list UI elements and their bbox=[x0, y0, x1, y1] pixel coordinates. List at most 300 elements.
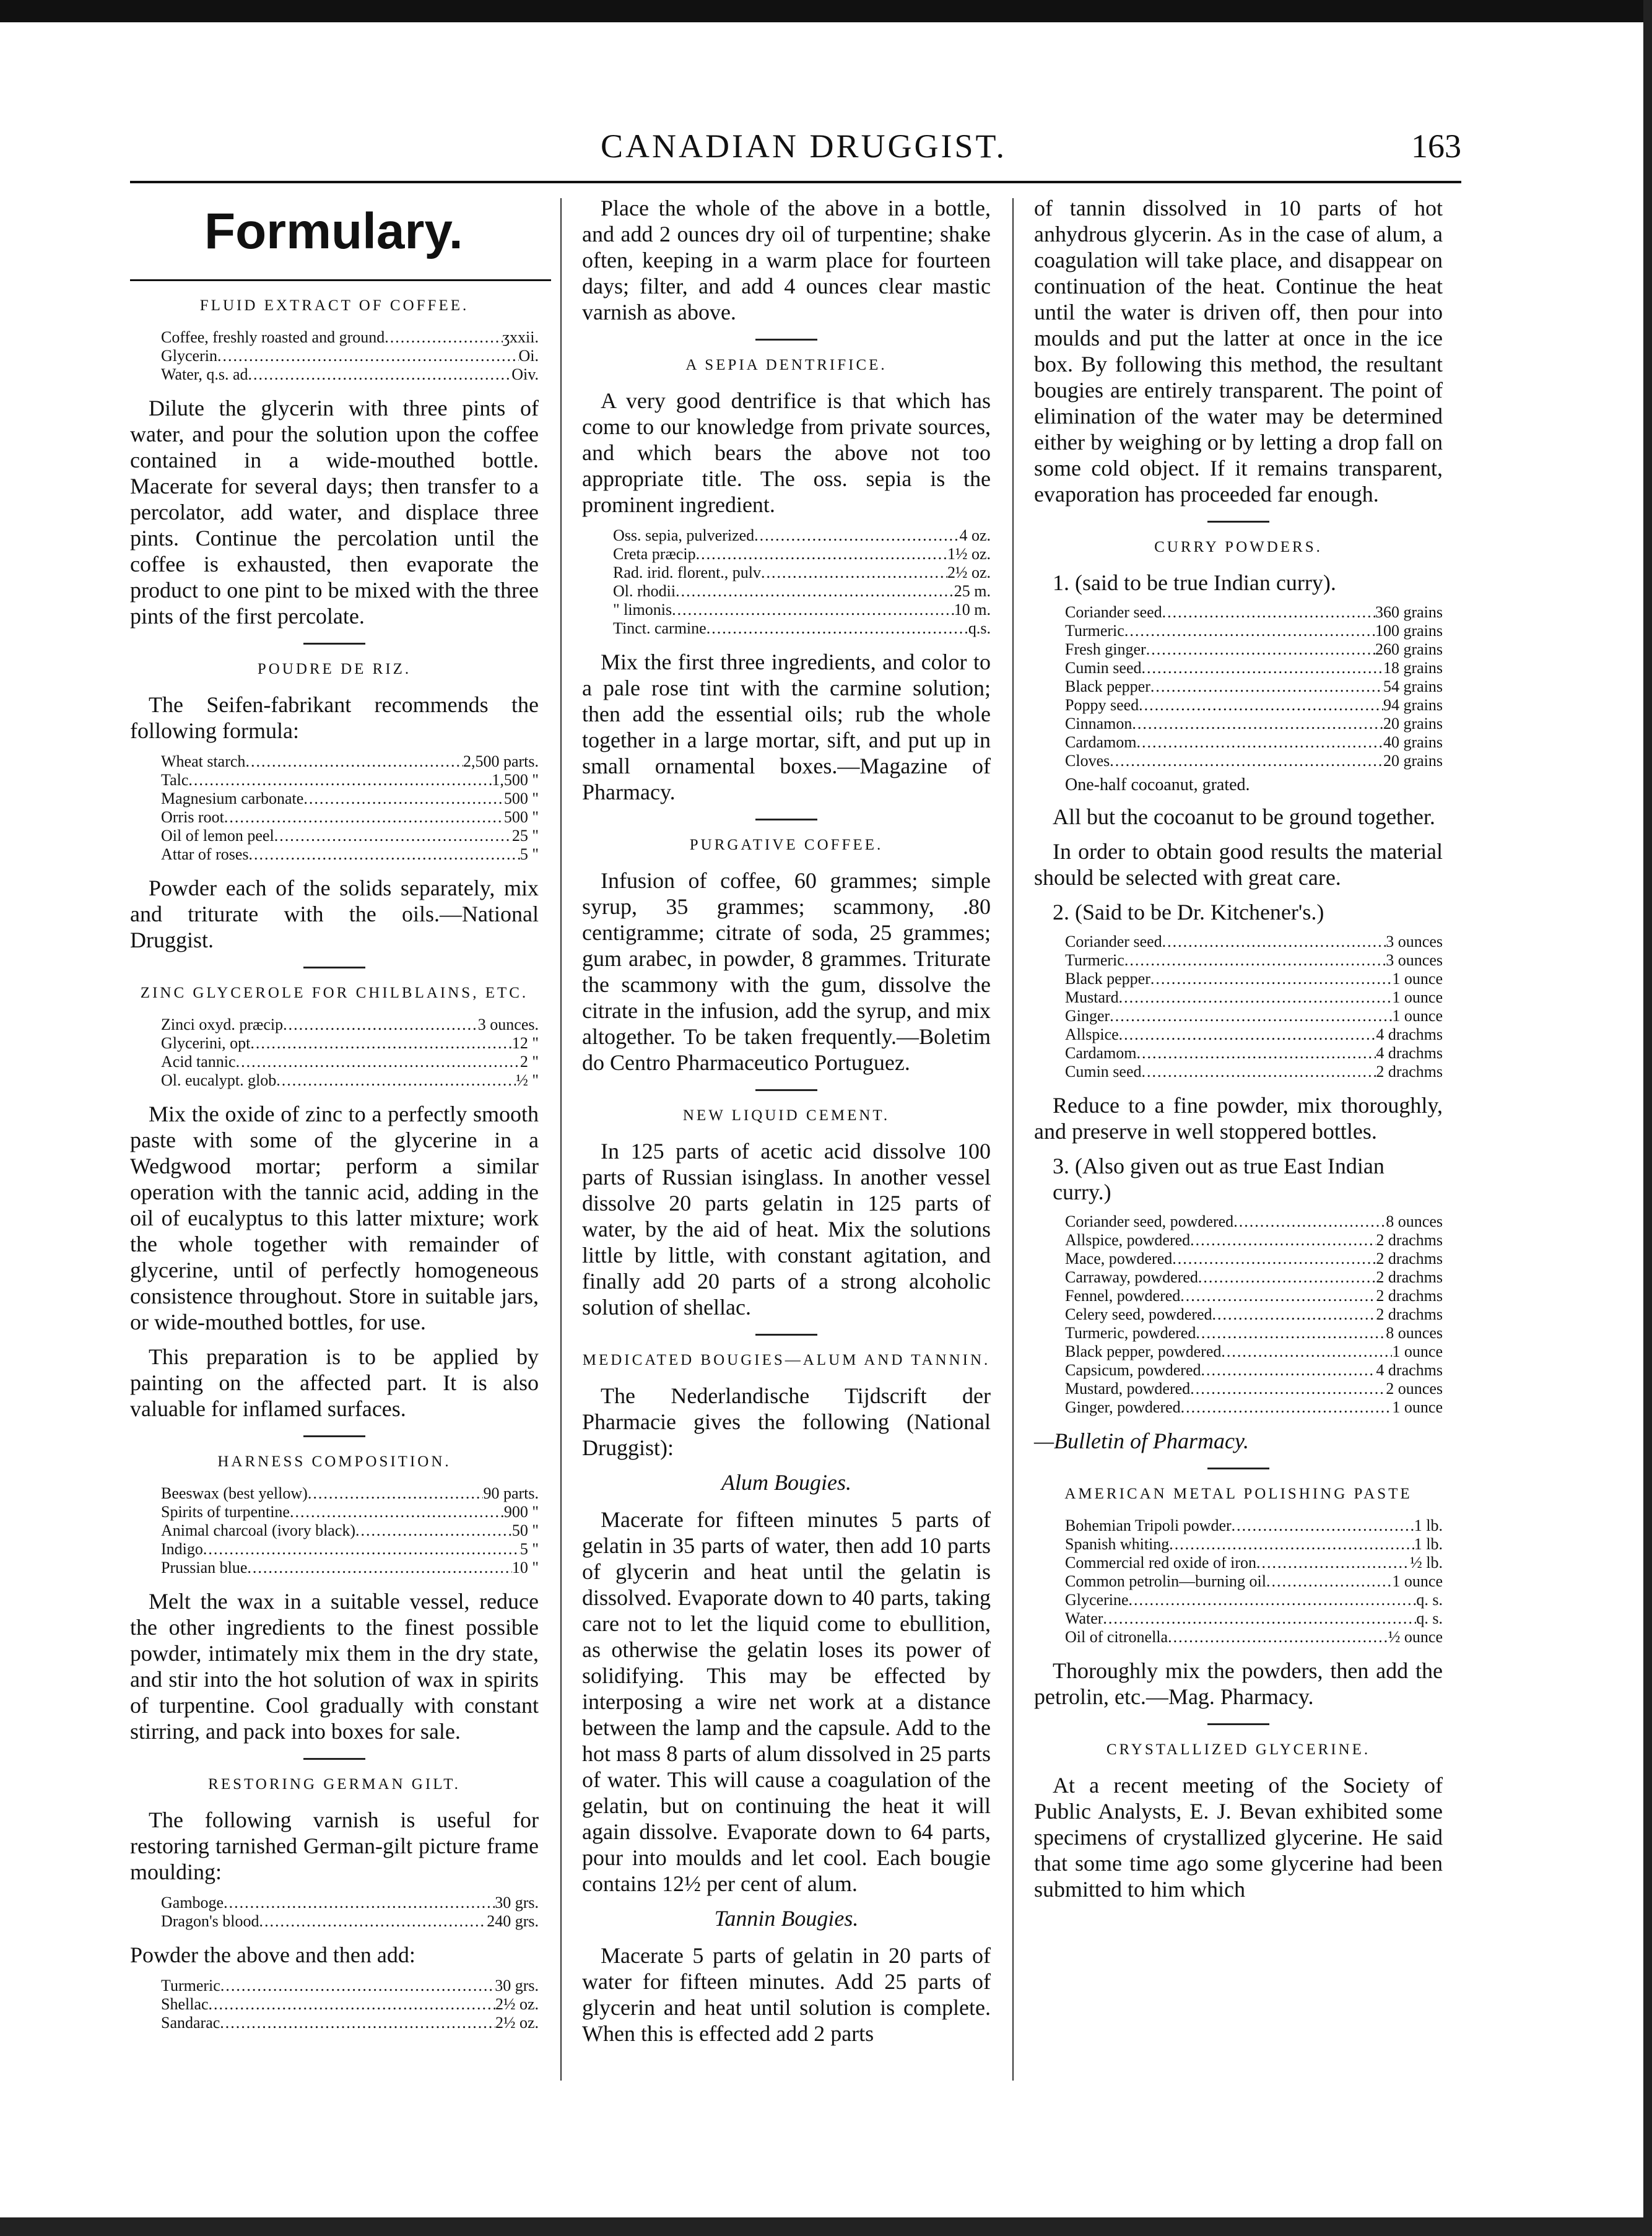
paragraph: Powder the above and then add: bbox=[130, 1942, 415, 1967]
ingredient-quantity: 3 ounces. bbox=[477, 1016, 539, 1033]
page-number: 163 bbox=[1411, 128, 1461, 165]
ingredient-name: Shellac bbox=[161, 1995, 209, 2013]
leader-dots bbox=[276, 1071, 516, 1090]
ingredient-list bbox=[161, 328, 539, 384]
leader-dots bbox=[1233, 1212, 1386, 1231]
leader-dots bbox=[1132, 715, 1383, 733]
ingredient-row bbox=[613, 563, 991, 582]
leader-dots bbox=[188, 771, 492, 790]
ingredient-row bbox=[1065, 933, 1443, 951]
ingredient-name: Cumin seed bbox=[1065, 1063, 1142, 1081]
ingredient-row bbox=[1065, 622, 1443, 640]
leader-dots bbox=[1150, 970, 1393, 988]
leader-dots bbox=[283, 1016, 478, 1034]
leader-dots bbox=[1162, 933, 1386, 951]
numbered-item: 2. (Said to be Dr. Kitchener's.) bbox=[1053, 900, 1324, 924]
ingredient-name: Cardamom bbox=[1065, 1044, 1137, 1062]
ingredient-list bbox=[161, 1484, 539, 1577]
ingredient-row bbox=[161, 1034, 539, 1053]
ingredient-quantity: 18 grains bbox=[1383, 659, 1443, 677]
ingredient-quantity: Oi. bbox=[518, 347, 539, 365]
paragraph: Powder each of the solids separately, mix and triturate with the oils.—National Druggist. bbox=[130, 876, 539, 952]
ingredient-quantity: 10 m. bbox=[954, 601, 991, 619]
ingredient-quantity: 2,500 parts. bbox=[463, 752, 539, 770]
ingredient-name: Animal charcoal (ivory black) bbox=[161, 1521, 356, 1539]
ingredient-row bbox=[161, 347, 539, 365]
ingredient-row bbox=[1065, 1535, 1443, 1554]
leader-dots bbox=[1103, 1609, 1416, 1628]
ingredient-list bbox=[1065, 1516, 1443, 1647]
leader-dots bbox=[1119, 1025, 1376, 1044]
ingredient-name: Glycerini, opt bbox=[161, 1034, 251, 1052]
leader-dots bbox=[1137, 1044, 1376, 1063]
leader-dots bbox=[1180, 1287, 1376, 1305]
ingredient-row bbox=[1065, 715, 1443, 733]
ingredient-name: Glycerine bbox=[1065, 1591, 1129, 1609]
paragraph: Reduce to a fine powder, mix thoroughly, and preserve in well stoppered bottles. bbox=[1034, 1093, 1443, 1144]
ingredient-row bbox=[161, 1503, 539, 1521]
ingredient-name: Water, q.s. ad bbox=[161, 365, 248, 383]
leader-dots bbox=[220, 1977, 495, 1995]
ingredient-name: Attar of roses bbox=[161, 845, 249, 863]
leader-dots bbox=[217, 347, 519, 365]
leader-dots bbox=[247, 1559, 511, 1577]
ingredient-name: Sandarac bbox=[161, 2014, 220, 2032]
leader-dots bbox=[1162, 603, 1375, 622]
leader-dots bbox=[1181, 1398, 1393, 1417]
ingredient-row bbox=[161, 1053, 539, 1071]
leader-dots bbox=[250, 1034, 511, 1053]
leader-dots bbox=[1110, 752, 1383, 770]
leader-dots bbox=[706, 619, 968, 638]
ingredient-row bbox=[1065, 733, 1443, 752]
leader-dots bbox=[696, 545, 947, 563]
ingredient-quantity: 360 grains bbox=[1375, 603, 1443, 621]
ingredient-quantity: 2 drachms bbox=[1376, 1268, 1443, 1286]
column-1 bbox=[130, 195, 539, 2043]
ingredient-row bbox=[1065, 1516, 1443, 1535]
ingredient-row bbox=[1065, 951, 1443, 970]
leader-dots bbox=[1232, 1516, 1414, 1535]
ingredient-name: Zinci oxyd. præcip bbox=[161, 1016, 284, 1033]
ingredient-name: Glycerin bbox=[161, 347, 217, 365]
ingredient-row bbox=[1065, 1268, 1443, 1287]
leader-dots bbox=[1124, 951, 1386, 970]
ingredient-name: Wheat starch bbox=[161, 752, 246, 770]
ingredient-quantity: 8 ounces bbox=[1386, 1324, 1443, 1342]
divider bbox=[755, 1089, 817, 1091]
ingredient-name: Cinnamon bbox=[1065, 715, 1132, 733]
paragraph: In order to obtain good results the material should be selected with great care. bbox=[1034, 839, 1443, 890]
ingredient-name: Cumin seed bbox=[1065, 659, 1142, 677]
leader-dots bbox=[249, 845, 520, 864]
ingredient-name: Water bbox=[1065, 1609, 1103, 1627]
paragraph: of tannin dissolved in 10 parts of hot anhydrous glycerin. As in the case of alum, a coagulation will take place, and disappear on continuation of the heat. Continue the heat until the water is driven off, then pour into moulds and put the latter at once in the ice box. By following this method, the resultant bougies are entirely transparent. The point of elimination of the water may be determined either by weighing or by letting a drop fall on some cold object. If it remains transparent, evaporation has proceeded far enough. bbox=[1034, 196, 1443, 507]
ingredient-row bbox=[1065, 603, 1443, 622]
ingredient-row bbox=[1065, 1324, 1443, 1342]
divider bbox=[303, 967, 365, 968]
paragraph: All but the cocoanut to be ground together. bbox=[1053, 804, 1435, 829]
ingredient-name: Creta præcip bbox=[613, 545, 696, 563]
ingredient-row bbox=[161, 1559, 539, 1577]
ingredient-row bbox=[161, 808, 539, 827]
ingredient-row bbox=[1065, 1287, 1443, 1305]
ingredient-name: Carraway, powdered bbox=[1065, 1268, 1198, 1286]
ingredient-row bbox=[161, 752, 539, 771]
recipe-heading: CURRY POWDERS. bbox=[1154, 539, 1323, 555]
ingredient-row bbox=[161, 1521, 539, 1540]
ingredient-name: Turmeric, powdered bbox=[1065, 1324, 1196, 1342]
bottom-edge bbox=[0, 2217, 1652, 2236]
leader-dots bbox=[676, 582, 954, 601]
paragraph: At a recent meeting of the Society of Public Analysts, E. J. Bevan exhibited some specimens of crystallized glycerine. He said that some time ago some glycerine had been submitted to him which bbox=[1034, 1773, 1443, 1902]
divider bbox=[755, 339, 817, 341]
ingredient-name: Turmeric bbox=[161, 1977, 220, 1995]
ingredient-name: Ol. eucalypt. glob bbox=[161, 1071, 277, 1089]
ingredient-name: Ginger bbox=[1065, 1007, 1110, 1025]
ingredient-row bbox=[161, 845, 539, 864]
ingredient-quantity: 240 grs. bbox=[487, 1912, 539, 1930]
recipe-heading: PURGATIVE COFFEE. bbox=[689, 837, 884, 853]
ingredient-row bbox=[161, 790, 539, 808]
ingredient-quantity: ½ lb. bbox=[1410, 1554, 1443, 1572]
leader-dots bbox=[1139, 696, 1383, 715]
right-edge bbox=[1643, 0, 1652, 2236]
leader-dots bbox=[308, 1484, 484, 1503]
leader-dots bbox=[1256, 1554, 1410, 1572]
ingredient-name: Fresh ginger bbox=[1065, 640, 1146, 658]
leader-dots bbox=[203, 1540, 520, 1559]
leader-dots bbox=[1196, 1324, 1386, 1342]
ingredient-row bbox=[161, 1071, 539, 1090]
ingredient-row bbox=[161, 1995, 539, 2014]
ingredient-quantity: Oiv. bbox=[511, 365, 539, 383]
leader-dots bbox=[1142, 659, 1383, 677]
ingredient-quantity: 4 oz. bbox=[959, 526, 991, 544]
ingredient-row bbox=[1065, 970, 1443, 988]
recipe-heading: HARNESS COMPOSITION. bbox=[217, 1453, 451, 1470]
ingredient-list bbox=[1065, 603, 1443, 770]
paragraph: This preparation is to be applied by painting on the affected part. It is also valuable for inflamed surfaces. bbox=[130, 1344, 539, 1421]
leader-dots bbox=[761, 563, 947, 582]
ingredient-quantity: 900 " bbox=[503, 1503, 539, 1521]
ingredient-quantity: 4 drachms bbox=[1376, 1361, 1443, 1379]
ingredient-row bbox=[1065, 659, 1443, 677]
divider bbox=[303, 643, 365, 645]
ingredient-quantity: ʒxxii. bbox=[502, 328, 539, 346]
ingredient-row bbox=[1065, 1025, 1443, 1044]
ingredient-name: Oil of citronella bbox=[1065, 1628, 1168, 1646]
ingredient-quantity: 5 " bbox=[520, 845, 539, 863]
recipe-heading: AMERICAN METAL POLISHING PASTE bbox=[1064, 1486, 1412, 1502]
note: One-half cocoanut, grated. bbox=[1065, 775, 1250, 794]
ingredient-list bbox=[161, 1016, 539, 1090]
title-rule bbox=[130, 279, 551, 281]
column-divider bbox=[560, 198, 562, 2081]
ingredient-row bbox=[1065, 1305, 1443, 1324]
leader-dots bbox=[245, 752, 463, 771]
leader-dots bbox=[303, 790, 504, 808]
ingredient-name: Coriander seed bbox=[1065, 603, 1162, 621]
paragraph: In 125 parts of acetic acid dissolve 100 parts of Russian isinglass. In another vessel dissolve 20 parts gelatin in 125 parts of water, by the aid of heat. Mix the solutions little by little, with constant agitation, and finally add 20 parts of a strong alcoholic solution of shellac. bbox=[582, 1139, 991, 1320]
recipe-heading: A SEPIA DENTRIFICE. bbox=[685, 357, 887, 373]
ingredient-quantity: 1 ounce bbox=[1392, 1342, 1443, 1360]
ingredient-name: Black pepper, powdered bbox=[1065, 1342, 1222, 1360]
ingredient-row bbox=[161, 1912, 539, 1931]
ingredient-name: Common petrolin—burning oil bbox=[1065, 1572, 1266, 1590]
ingredient-quantity: 2½ oz. bbox=[495, 1995, 539, 2013]
ingredient-name: Orris root bbox=[161, 808, 224, 826]
ingredient-quantity: 1 ounce bbox=[1392, 1398, 1443, 1416]
ingredient-quantity: 90 parts. bbox=[483, 1484, 539, 1502]
paragraph: Infusion of coffee, 60 grammes; simple syrup, 35 grammes; scammony, .80 centigramme; citrate of soda, 25 grammes; gum arabec, in powder, 8 grammes. Triturate the scammony with the gum, dissolve the citrate in the infusion, add the syrup, and mix altogether. To be taken frequently.—Boletim do Centro Pharmaceutico Portuguez. bbox=[582, 868, 991, 1075]
subheading: Alum Bougies. bbox=[721, 1470, 851, 1495]
paragraph: Mix the oxide of zinc to a perfectly smooth paste with some of the glycerine in a Wedgwood mortar; perform a similar operation with the tannic acid, adding in the oil of eucalyptus to this latter mixture; work the whole together with remainder of glycerine, until of perfectly homogeneous consistence throughout. Store in suitable jars, or wide-mouthed bottles, for use. bbox=[130, 1102, 539, 1334]
ingredient-name: Beeswax (best yellow) bbox=[161, 1484, 308, 1502]
ingredient-quantity: 4 drachms bbox=[1376, 1025, 1443, 1043]
leader-dots bbox=[274, 827, 512, 845]
leader-dots bbox=[236, 1053, 520, 1071]
leader-dots bbox=[248, 365, 512, 384]
ingredient-quantity: ½ " bbox=[516, 1071, 539, 1089]
ingredient-row bbox=[1065, 696, 1443, 715]
ingredient-name: Prussian blue bbox=[161, 1559, 248, 1577]
ingredient-name: Allspice, powdered bbox=[1065, 1231, 1191, 1249]
leader-dots bbox=[1172, 1250, 1376, 1268]
ingredient-row bbox=[1065, 1398, 1443, 1417]
ingredient-name: Spanish whiting bbox=[1065, 1535, 1170, 1553]
ingredient-row bbox=[161, 2014, 539, 2032]
leader-dots bbox=[1190, 1231, 1376, 1250]
ingredient-quantity: 500 " bbox=[503, 808, 539, 826]
ingredient-row bbox=[1065, 677, 1443, 696]
paragraph: The Seifen-fabrikant recommends the following formula: bbox=[130, 692, 539, 743]
ingredient-row bbox=[1065, 988, 1443, 1007]
ingredient-row bbox=[1065, 640, 1443, 659]
ingredient-name: Coriander seed, powdered bbox=[1065, 1212, 1234, 1230]
ingredient-quantity: 25 " bbox=[511, 827, 539, 845]
paragraph: The following varnish is useful for restoring tarnished German-gilt picture frame moulding: bbox=[130, 1808, 539, 1884]
ingredient-name: Allspice bbox=[1065, 1025, 1119, 1043]
ingredient-name: Bohemian Tripoli powder bbox=[1065, 1516, 1232, 1534]
top-edge bbox=[0, 0, 1652, 22]
ingredient-row bbox=[1065, 1342, 1443, 1361]
divider bbox=[1207, 1723, 1269, 1725]
recipe-heading: ZINC GLYCEROLE FOR CHILBLAINS, ETC. bbox=[140, 985, 529, 1001]
ingredient-row bbox=[613, 619, 991, 638]
ingredient-row bbox=[161, 1894, 539, 1912]
leader-dots bbox=[355, 1521, 512, 1540]
ingredient-row bbox=[1065, 1044, 1443, 1063]
leader-dots bbox=[1137, 733, 1383, 752]
ingredient-quantity: 1 ounce bbox=[1392, 1572, 1443, 1590]
recipe-heading: NEW LIQUID CEMENT. bbox=[682, 1107, 890, 1124]
column-2 bbox=[582, 195, 991, 2055]
ingredient-quantity: 3 ounces bbox=[1386, 933, 1443, 951]
ingredient-list bbox=[161, 752, 539, 864]
ingredient-quantity: 8 ounces bbox=[1386, 1212, 1443, 1230]
ingredient-quantity: 50 " bbox=[511, 1521, 539, 1539]
ingredient-list bbox=[1065, 1212, 1443, 1417]
leader-dots bbox=[1129, 1591, 1417, 1609]
journal-title: CANADIAN DRUGGIST. bbox=[601, 128, 1007, 165]
ingredient-name: Coffee, freshly roasted and ground bbox=[161, 328, 385, 346]
ingredient-quantity: 30 grs. bbox=[495, 1894, 539, 1912]
ingredient-name: Ginger, powdered bbox=[1065, 1398, 1181, 1416]
ingredient-row bbox=[1065, 1231, 1443, 1250]
ingredient-quantity: 30 grs. bbox=[495, 1977, 539, 1995]
ingredient-row bbox=[161, 771, 539, 790]
ingredient-quantity: 1,500 " bbox=[492, 771, 539, 789]
ingredient-quantity: 2½ oz. bbox=[495, 2014, 539, 2032]
ingredient-quantity: 2 drachms bbox=[1376, 1250, 1443, 1268]
ingredient-name: Magnesium carbonate bbox=[161, 790, 304, 807]
ingredient-quantity: 4 drachms bbox=[1376, 1044, 1443, 1062]
divider bbox=[1207, 521, 1269, 523]
divider bbox=[303, 1435, 365, 1437]
paragraph: Macerate for fifteen minutes 5 parts of gelatin in 35 parts of water, then add 10 parts of glycerin and heat until the gelatin is dissolved. Evaporate down to 40 parts, taking care not to let the liquid come to ebullition, as otherwise the gelatin loses its power of solidifying. This may be effected by interposing a wire net work at a distance between the lamp and the capsule. Add to the hot mass 8 parts of alum dissolved in 25 parts of water. This will cause a coagulation of the gelatin, but on continuing the heat it will again dissolve. Evaporate down to 64 parts, pour into moulds and let cool. Each bougie contains 12½ per cent of alum. bbox=[582, 1507, 991, 1896]
paragraph: Place the whole of the above in a bottle, and add 2 ounces dry oil of turpentine; shake often, keeping in a warm place for fourteen days; filter, and add 4 ounces clear mastic varnish as above. bbox=[582, 196, 991, 324]
divider bbox=[755, 1334, 817, 1336]
ingredient-quantity: 2 ounces bbox=[1386, 1380, 1443, 1398]
recipe-heading: RESTORING GERMAN GILT. bbox=[208, 1776, 461, 1793]
leader-dots bbox=[1110, 1007, 1392, 1025]
ingredient-row bbox=[1065, 1628, 1443, 1647]
paragraph: The Nederlandische Tijdscrift der Pharmacie gives the following (National Druggist): bbox=[582, 1383, 991, 1460]
ingredient-name: Black pepper bbox=[1065, 677, 1150, 695]
ingredient-row bbox=[161, 1484, 539, 1503]
ingredient-row bbox=[161, 365, 539, 384]
leader-dots bbox=[1198, 1268, 1376, 1287]
ingredient-quantity: 500 " bbox=[503, 790, 539, 807]
ingredient-name: Black pepper bbox=[1065, 970, 1150, 988]
paragraph: A very good dentrifice is that which has come to our knowledge from private sources, and which bears the above not too appropriate title. The oss. sepia is the prominent ingredient. bbox=[582, 388, 991, 517]
ingredient-quantity: 2 " bbox=[520, 1053, 539, 1071]
ingredient-name: Acid tannic bbox=[161, 1053, 236, 1071]
numbered-item: 1. (said to be true Indian curry). bbox=[1053, 570, 1336, 595]
ingredient-name: Indigo bbox=[161, 1540, 203, 1558]
ingredient-quantity: 1 ounce bbox=[1392, 1007, 1443, 1025]
ingredient-row bbox=[1065, 1007, 1443, 1025]
ingredient-name: Gamboge bbox=[161, 1894, 224, 1912]
ingredient-name: Commercial red oxide of iron bbox=[1065, 1554, 1257, 1572]
leader-dots bbox=[754, 526, 959, 545]
ingredient-name: Talc bbox=[161, 771, 189, 789]
ingredient-quantity: 1 ounce bbox=[1392, 970, 1443, 988]
ingredient-row bbox=[613, 601, 991, 619]
ingredient-row bbox=[1065, 1572, 1443, 1591]
ingredient-quantity: 1 lb. bbox=[1414, 1535, 1443, 1553]
ingredient-row bbox=[161, 1977, 539, 1995]
ingredient-row bbox=[1065, 1591, 1443, 1609]
ingredient-row bbox=[161, 1540, 539, 1559]
ingredient-row bbox=[1065, 1361, 1443, 1380]
ingredient-quantity: ½ ounce bbox=[1388, 1628, 1443, 1646]
leader-dots bbox=[1266, 1572, 1392, 1591]
paragraph: Dilute the glycerin with three pints of water, and pour the solution upon the coffee contained in a wide-mouthed bottle. Macerate for several days; then transfer to a percolator, add water, and displace three pints. Continue the percolation until the coffee is exhausted, then evaporate the product to one pint to be mixed with the three pints of the first percolate. bbox=[130, 396, 539, 629]
ingredient-quantity: q.s. bbox=[968, 619, 991, 637]
ingredient-name: Celery seed, powdered bbox=[1065, 1305, 1212, 1323]
ingredient-row bbox=[1065, 1250, 1443, 1268]
ingredient-quantity: 1½ oz. bbox=[947, 545, 991, 563]
ingredient-quantity: 20 grains bbox=[1383, 715, 1443, 733]
leader-dots bbox=[1146, 640, 1375, 659]
ingredient-quantity: 5 " bbox=[520, 1540, 539, 1558]
source-citation: —Bulletin of Pharmacy. bbox=[1034, 1429, 1249, 1453]
ingredient-name: Oss. sepia, pulverized bbox=[613, 526, 755, 544]
leader-dots bbox=[209, 1995, 495, 2014]
column-3 bbox=[1034, 195, 1443, 1911]
recipe-heading: MEDICATED BOUGIES—ALUM AND TANNIN. bbox=[582, 1352, 991, 1368]
ingredient-list bbox=[1065, 933, 1443, 1081]
header-rule bbox=[130, 181, 1461, 183]
ingredient-name: Rad. irid. florent., pulv bbox=[613, 563, 762, 581]
paragraph: Macerate 5 parts of gelatin in 20 parts of water for fifteen minutes. Add 25 parts of glycerin and heat until solution is complete. When this is effected add 2 parts bbox=[582, 1943, 991, 2046]
leader-dots bbox=[1190, 1380, 1386, 1398]
leader-dots bbox=[220, 2014, 495, 2032]
ingredient-row bbox=[613, 582, 991, 601]
ingredient-quantity: 25 m. bbox=[954, 582, 991, 600]
ingredient-row bbox=[1065, 1212, 1443, 1231]
ingredient-quantity: 2 drachms bbox=[1376, 1305, 1443, 1323]
paragraph: Melt the wax in a suitable vessel, reduce the other ingredients to the finest possible powder, intimately mix them in the dry state, and stir into the hot solution of wax in spirits of turpentine. Cool gradually with constant stirring, and pack into boxes for sale. bbox=[130, 1589, 539, 1744]
numbered-item: 3. (Also given out as true East Indian curry.) bbox=[1053, 1154, 1385, 1204]
paragraph: Mix the first three ingredients, and color to a pale rose tint with the carmine solution; then add the essential oils; rub the whole together in a large mortar, sift, and put up in small ornamental boxes.—Magazine of Pharmacy. bbox=[582, 650, 991, 804]
ingredient-quantity: q. s. bbox=[1416, 1609, 1443, 1627]
ingredient-row bbox=[1065, 1380, 1443, 1398]
ingredient-name: Capsicum, powdered bbox=[1065, 1361, 1201, 1379]
leader-dots bbox=[224, 808, 504, 827]
leader-dots bbox=[1142, 1063, 1376, 1081]
leader-dots bbox=[1119, 988, 1393, 1007]
leader-dots bbox=[1168, 1628, 1388, 1647]
divider bbox=[1207, 1468, 1269, 1469]
ingredient-row bbox=[613, 545, 991, 563]
ingredient-quantity: 10 " bbox=[511, 1559, 539, 1577]
leader-dots bbox=[224, 1894, 495, 1912]
ingredient-row bbox=[161, 827, 539, 845]
ingredient-name: Ol. rhodii bbox=[613, 582, 676, 600]
ingredient-row bbox=[161, 1016, 539, 1034]
ingredient-name: Fennel, powdered bbox=[1065, 1287, 1181, 1305]
ingredient-name: Coriander seed bbox=[1065, 933, 1162, 951]
leader-dots bbox=[672, 601, 954, 619]
ingredient-name: " limonis bbox=[613, 601, 672, 619]
ingredient-quantity: 260 grains bbox=[1375, 640, 1443, 658]
ingredient-name: Tinct. carmine bbox=[613, 619, 706, 637]
ingredient-quantity: 54 grains bbox=[1383, 677, 1443, 695]
ingredient-quantity: 20 grains bbox=[1383, 752, 1443, 770]
recipe-heading: CRYSTALLIZED GLYCERINE. bbox=[1106, 1741, 1371, 1758]
ingredient-quantity: 2½ oz. bbox=[947, 563, 991, 581]
ingredient-quantity: 100 grains bbox=[1375, 622, 1443, 640]
leader-dots bbox=[385, 328, 502, 347]
ingredient-name: Mace, powdered bbox=[1065, 1250, 1173, 1268]
ingredient-name: Cloves bbox=[1065, 752, 1110, 770]
ingredient-quantity: 1 ounce bbox=[1392, 988, 1443, 1006]
leader-dots bbox=[1221, 1342, 1392, 1361]
ingredient-quantity: 2 drachms bbox=[1376, 1231, 1443, 1249]
leader-dots bbox=[1212, 1305, 1376, 1324]
ingredient-row bbox=[1065, 752, 1443, 770]
leader-dots bbox=[1201, 1361, 1376, 1380]
ingredient-list bbox=[161, 1977, 539, 2032]
ingredient-name: Turmeric bbox=[1065, 951, 1124, 969]
divider bbox=[755, 819, 817, 820]
divider bbox=[303, 1758, 365, 1760]
running-header bbox=[130, 127, 1461, 176]
recipe-heading: FLUID EXTRACT OF COFFEE. bbox=[199, 297, 469, 314]
